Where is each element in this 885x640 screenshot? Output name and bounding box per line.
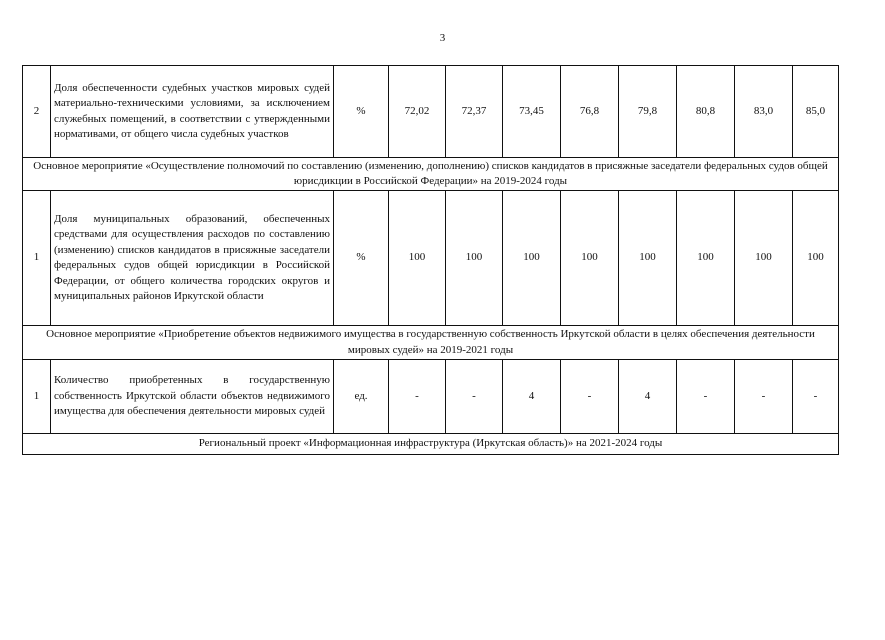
table-row — [23, 191, 839, 326]
value-cell: 76,8 — [561, 66, 619, 158]
unit-cell: % — [334, 191, 389, 326]
value-cell: 100 — [735, 191, 793, 326]
row-number: 1 — [23, 191, 51, 326]
value-cell: - — [677, 360, 735, 434]
value-cell: 4 — [619, 360, 677, 434]
value-cell: - — [446, 360, 503, 434]
table-row — [23, 360, 839, 434]
value-cell: 4 — [503, 360, 561, 434]
value-cell: - — [735, 360, 793, 434]
value-cell: - — [561, 360, 619, 434]
indicator-description: Доля муниципальных образований, обеспеченных средствами для осуществления расходов по составлению (изменению) списков кандидатов в присяжные заседатели федеральных судов общей юрисдикции в Российской Федерации, от общего количества городских округов и муниципальных районов Иркутской области — [51, 191, 334, 326]
unit-cell: ед. — [334, 360, 389, 434]
section-title: Основное мероприятие «Приобретение объектов недвижимого имущества в государственную собственность Иркутской области в целях обеспечения деятельности мировых судей» на 2019-2021 годы — [23, 326, 839, 360]
indicator-description: Доля обеспеченности судебных участков мировых судей материально-техническими условиями, за исключением служебных помещений, в соответствии с утвержденными нормативами, от общего числа судебных участков — [51, 66, 334, 158]
value-cell: 100 — [793, 191, 839, 326]
value-cell: 72,02 — [389, 66, 446, 158]
value-cell: 73,45 — [503, 66, 561, 158]
value-cell: 100 — [561, 191, 619, 326]
table-row — [23, 66, 839, 158]
indicators-table — [22, 65, 839, 455]
indicator-description: Количество приобретенных в государственную собственность Иркутской области объектов недвижимого имущества для обеспечения деятельности мировых судей — [51, 360, 334, 434]
row-number: 2 — [23, 66, 51, 158]
value-cell: - — [389, 360, 446, 434]
page-number: 3 — [439, 32, 446, 44]
row-number: 1 — [23, 360, 51, 434]
value-cell: 100 — [619, 191, 677, 326]
section-title: Региональный проект «Информационная инфраструктура (Иркутская область)» на 2021-2024 годы — [23, 434, 839, 455]
value-cell: - — [793, 360, 839, 434]
section-row — [23, 434, 839, 455]
value-cell: 100 — [389, 191, 446, 326]
value-cell: 100 — [446, 191, 503, 326]
value-cell: 79,8 — [619, 66, 677, 158]
section-row — [23, 326, 839, 360]
value-cell: 83,0 — [735, 66, 793, 158]
value-cell: 85,0 — [793, 66, 839, 158]
value-cell: 80,8 — [677, 66, 735, 158]
value-cell: 100 — [677, 191, 735, 326]
value-cell: 72,37 — [446, 66, 503, 158]
value-cell: 100 — [503, 191, 561, 326]
unit-cell: % — [334, 66, 389, 158]
section-title: Основное мероприятие «Осуществление полномочий по составлению (изменению, дополнению) списков кандидатов в присяжные заседатели федеральных судов общей юрисдикции в Российской Федерации» на 2019-2024 годы — [23, 158, 839, 191]
section-row — [23, 158, 839, 191]
